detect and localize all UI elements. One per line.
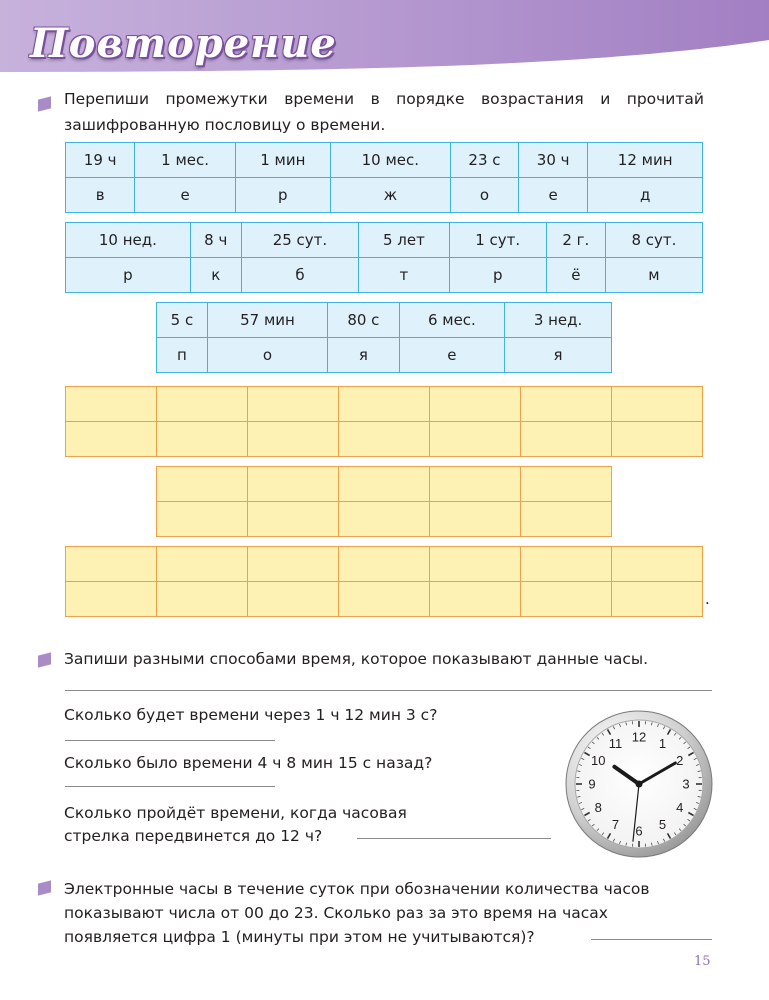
cipher-letters-row1	[66, 178, 703, 213]
cipher-value: 1 мес.	[135, 143, 236, 178]
task2-bullet	[38, 652, 51, 667]
clock-number: 4	[676, 800, 684, 815]
cipher-values-row1	[66, 143, 703, 178]
clock-number: 5	[658, 817, 667, 833]
cipher-value: 12 мин	[588, 143, 703, 178]
cipher-value: 5 лет	[359, 223, 450, 258]
cipher-letter: т	[359, 258, 450, 293]
answer-cell[interactable]	[157, 547, 248, 582]
answer-cell[interactable]	[248, 502, 339, 537]
answer-cell[interactable]	[157, 582, 248, 617]
answer-cell[interactable]	[339, 502, 430, 537]
cipher-value: 5 с	[157, 303, 208, 338]
answer-cell[interactable]	[521, 422, 612, 457]
cipher-table-row3	[156, 302, 612, 373]
answer-cell[interactable]	[66, 582, 157, 617]
cipher-letter: о	[450, 178, 518, 213]
clock-number: 2	[676, 753, 684, 768]
cipher-value: 3 нед.	[505, 303, 612, 338]
answer-cell[interactable]	[521, 467, 612, 502]
cipher-letter: я	[505, 338, 612, 373]
answer-cell[interactable]	[248, 422, 339, 457]
task2-answer-line[interactable]	[65, 690, 712, 691]
clock-number: 10	[591, 753, 606, 768]
answer-cell[interactable]	[248, 547, 339, 582]
task3-line2: показывают числа от 00 до 23. Сколько раз за это время на часах	[64, 904, 608, 922]
cipher-value: 10 мес.	[330, 143, 450, 178]
answer-cell[interactable]	[612, 387, 703, 422]
cipher-value: 10 нед.	[66, 223, 191, 258]
cipher-letter: я	[328, 338, 399, 373]
task2-question-3-line2: стрелка передвинется до 12 ч?	[64, 827, 323, 845]
answer-cell[interactable]	[339, 582, 430, 617]
answer-cell[interactable]	[430, 467, 521, 502]
clock-number: 6	[635, 823, 643, 839]
cipher-letter: д	[588, 178, 703, 213]
cipher-value: 8 ч	[190, 223, 241, 258]
answer-cell[interactable]	[157, 422, 248, 457]
clock-number: 11	[608, 735, 623, 751]
task1-bullet	[38, 96, 51, 111]
clock-number: 8	[594, 800, 602, 815]
answer-cell[interactable]	[430, 502, 521, 537]
answer-cell[interactable]	[66, 547, 157, 582]
answer-cell[interactable]	[66, 422, 157, 457]
cipher-letter: м	[605, 258, 702, 293]
answer-cell[interactable]	[430, 387, 521, 422]
cipher-letter: ж	[330, 178, 450, 213]
q2-answer-line[interactable]	[65, 786, 275, 787]
cipher-letter: р	[66, 258, 191, 293]
page-title: Повторение	[30, 20, 337, 67]
cipher-letter: б	[241, 258, 358, 293]
cipher-value: 1 сут.	[449, 223, 546, 258]
task2-question-3-line1: Сколько пройдёт времени, когда часовая	[64, 804, 407, 822]
clock-center	[636, 781, 643, 788]
cipher-value: 80 с	[328, 303, 399, 338]
cipher-letter: р	[235, 178, 330, 213]
cipher-table-row1	[65, 142, 703, 213]
cipher-table-row2	[65, 222, 703, 293]
cipher-letter: п	[157, 338, 208, 373]
analog-clock	[564, 709, 714, 859]
answer-cell[interactable]	[521, 582, 612, 617]
clock-number: 12	[631, 729, 647, 745]
task3-bullet	[38, 880, 51, 895]
cipher-value: 30 ч	[519, 143, 588, 178]
answer-cell[interactable]	[339, 422, 430, 457]
answer-cell[interactable]	[521, 502, 612, 537]
cipher-values-row2	[66, 223, 703, 258]
answer-cell[interactable]	[157, 387, 248, 422]
task2-question-1: Сколько будет времени через 1 ч 12 мин 3 с?	[64, 706, 438, 724]
answer-cell[interactable]	[612, 582, 703, 617]
answer-grid-1[interactable]	[65, 386, 703, 457]
cipher-value: 25 сут.	[241, 223, 358, 258]
cipher-value: 57 мин	[207, 303, 327, 338]
clock-number: 1	[658, 735, 667, 751]
page-number: 15	[694, 954, 711, 969]
clock-number: 3	[682, 776, 690, 792]
answer-cell[interactable]	[339, 547, 430, 582]
answer-cell[interactable]	[248, 387, 339, 422]
task3-answer-line[interactable]	[591, 939, 712, 940]
answer-cell[interactable]	[157, 467, 248, 502]
answer-cell[interactable]	[157, 502, 248, 537]
cipher-value: 1 мин	[235, 143, 330, 178]
answer-cell[interactable]	[612, 547, 703, 582]
cipher-value: 19 ч	[66, 143, 135, 178]
answer-cell[interactable]	[66, 387, 157, 422]
cipher-letter: ё	[546, 258, 605, 293]
cipher-letter: е	[519, 178, 588, 213]
cipher-letter: е	[399, 338, 505, 373]
answer-grid-2[interactable]	[156, 466, 612, 537]
cipher-value: 2 г.	[546, 223, 605, 258]
answer-cell[interactable]	[430, 582, 521, 617]
cipher-values-row3	[157, 303, 612, 338]
task3-line1: Электронные часы в течение суток при обозначении количества часов	[64, 880, 650, 898]
cipher-letters-row2	[66, 258, 703, 293]
answer-cell[interactable]	[430, 547, 521, 582]
cipher-value: 23 с	[450, 143, 518, 178]
task1-text: Перепиши промежутки времени в порядке возрастания и прочитай зашифрованную пословицу о времени.	[64, 90, 704, 134]
answer-cell[interactable]	[339, 387, 430, 422]
clock-number: 9	[588, 776, 596, 792]
cipher-letters-row3	[157, 338, 612, 373]
answer-cell[interactable]	[339, 467, 430, 502]
answer-cell[interactable]	[430, 422, 521, 457]
task2-question-2: Сколько было времени 4 ч 8 мин 15 с назад?	[64, 754, 433, 772]
answer-cell[interactable]	[612, 422, 703, 457]
task3-line3: появляется цифра 1 (минуты при этом не учитываются)?	[64, 928, 535, 946]
cipher-value: 6 мес.	[399, 303, 505, 338]
answer-grid-3[interactable]	[65, 546, 703, 617]
cipher-value: 8 сут.	[605, 223, 702, 258]
cipher-letter: р	[449, 258, 546, 293]
task2-text: Запиши разными способами время, которое показывают данные часы.	[64, 650, 649, 668]
answer-cell[interactable]	[521, 547, 612, 582]
q3-answer-line[interactable]	[357, 838, 551, 839]
cipher-letter: о	[207, 338, 327, 373]
answer-cell[interactable]	[248, 467, 339, 502]
answer-cell[interactable]	[248, 582, 339, 617]
cipher-letter: е	[135, 178, 236, 213]
cipher-letter: в	[66, 178, 135, 213]
clock-number: 7	[611, 817, 620, 833]
answer-cell[interactable]	[521, 387, 612, 422]
answer-period: .	[705, 590, 710, 608]
q1-answer-line[interactable]	[65, 740, 275, 741]
cipher-letter: к	[190, 258, 241, 293]
